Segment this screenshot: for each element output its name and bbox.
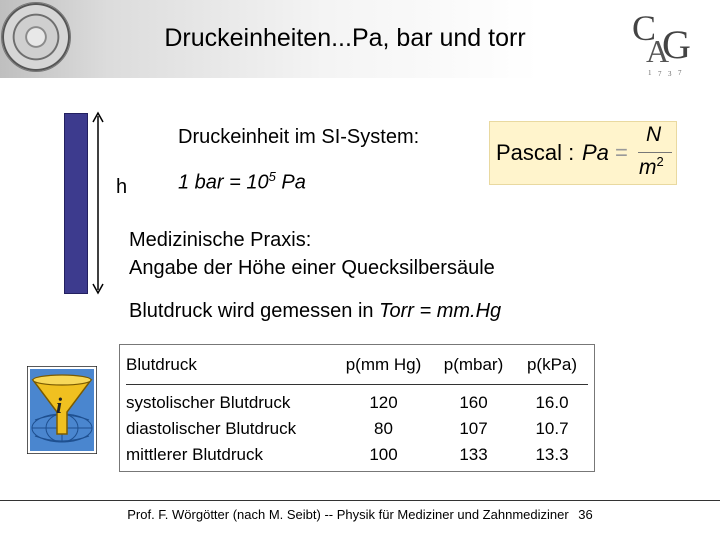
- row-label: systolischer Blutdruck: [126, 393, 291, 412]
- logo-year-4: 7: [678, 69, 682, 77]
- header-bar: [0, 0, 720, 78]
- logo-letter-a: A: [646, 33, 670, 69]
- footer-text: Prof. F. Wörgötter (nach M. Seibt) -- Physik für Mediziner und Zahnmediziner: [127, 507, 569, 522]
- pascal-equals: =: [615, 140, 628, 165]
- svg-text:i: i: [56, 393, 63, 418]
- col-header-blutdruck: Blutdruck: [126, 353, 336, 385]
- pascal-name: Pascal :: [496, 140, 575, 165]
- logo-year-1: 1: [648, 69, 652, 77]
- bar-equation-exponent: 5: [268, 169, 276, 184]
- info-funnel-icon: [27, 366, 97, 454]
- si-unit-label: Druckeinheit im SI-System:: [178, 126, 420, 148]
- medical-practice-heading: Medizinische Praxis:: [129, 229, 312, 251]
- col-header-mbar: p(mbar): [431, 353, 516, 385]
- blood-pressure-unit-text: [129, 300, 501, 323]
- cell-mmhg: 100: [369, 445, 398, 464]
- logo-year-3: 3: [668, 70, 672, 78]
- height-arrow-icon: [90, 110, 106, 296]
- pascal-formula-box: [489, 121, 677, 185]
- cell-mmhg: 120: [369, 393, 398, 412]
- slide-title: Druckeinheiten...Pa, bar und torr: [164, 24, 526, 52]
- cell-kpa: 16.0: [535, 393, 569, 412]
- col-header-mmhg: p(mm Hg): [336, 353, 431, 385]
- logo-letter-c: C: [632, 8, 657, 48]
- bp-table: [126, 353, 588, 467]
- cell-mmhg: 80: [374, 419, 393, 438]
- pascal-numerator: N: [646, 123, 662, 146]
- pascal-symbol: Pa: [582, 140, 609, 165]
- table-header-row: [126, 353, 588, 385]
- pascal-denominator: [639, 154, 664, 180]
- footer-divider: [0, 500, 720, 501]
- logo-letter-g: G: [662, 22, 691, 67]
- cell-kpa: 13.3: [535, 445, 569, 464]
- cell-mbar: 107: [459, 419, 488, 438]
- university-seal-icon: [1, 2, 71, 72]
- torr-definition: Torr = mm.Hg: [379, 300, 502, 322]
- logo-year-2: 7: [658, 70, 662, 78]
- mercury-column: [64, 113, 88, 294]
- table-row: [126, 385, 588, 416]
- bar-equation-prefix: 1 bar = 10: [178, 171, 269, 194]
- row-label: diastolischer Blutdruck: [126, 419, 297, 438]
- pascal-denominator-base: m: [639, 156, 657, 179]
- table-row: [126, 441, 588, 467]
- cell-mbar: 160: [459, 393, 488, 412]
- cga-logo: [626, 4, 706, 80]
- bar-equation-suffix: Pa: [275, 171, 306, 194]
- cell-mbar: 133: [459, 445, 488, 464]
- blood-pressure-table: [119, 344, 595, 472]
- row-label: mittlerer Blutdruck: [126, 445, 263, 464]
- pascal-denominator-exponent: 2: [656, 154, 664, 169]
- height-label: h: [116, 176, 128, 198]
- col-header-kpa: p(kPa): [516, 353, 588, 385]
- fraction-bar: [638, 152, 672, 153]
- footer: [60, 507, 660, 522]
- table-row: [126, 415, 588, 441]
- bar-equation: [178, 169, 306, 195]
- medical-practice-text: Angabe der Höhe einer Quecksilbersäule: [129, 257, 495, 279]
- page-number: 36: [578, 507, 593, 522]
- cell-kpa: 10.7: [535, 419, 569, 438]
- bp-prefix: Blutdruck wird gemessen in: [129, 300, 380, 322]
